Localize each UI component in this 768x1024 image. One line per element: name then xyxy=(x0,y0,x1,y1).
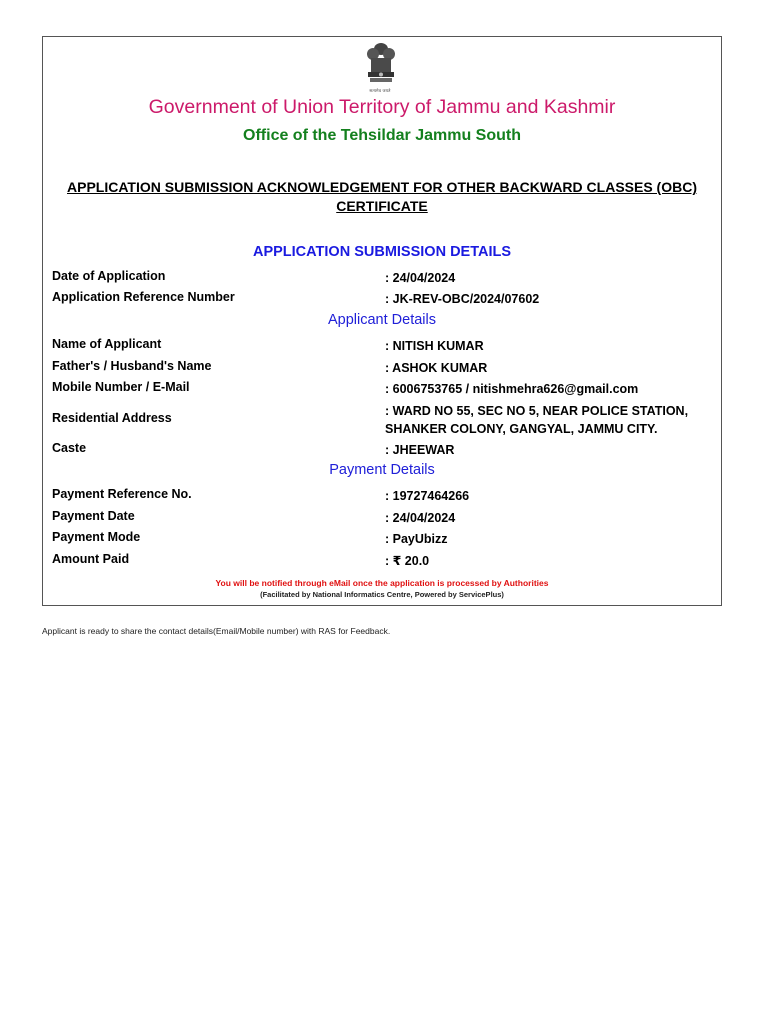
detail-value: : JHEEWAR xyxy=(385,443,455,457)
detail-value: : ₹ 20.0 xyxy=(385,554,430,568)
detail-label: Amount Paid xyxy=(52,552,130,566)
email-notice: You will be notified through eMail once the application is processed by Authorities xyxy=(215,578,549,588)
emblem-caption: सत्यमेव जयते xyxy=(369,88,391,93)
detail-value: : 24/04/2024 xyxy=(385,271,456,285)
detail-value: : 19727464266 xyxy=(385,489,470,503)
detail-label: Mobile Number / E-Mail xyxy=(52,380,190,394)
detail-label: Payment Reference No. xyxy=(52,487,192,501)
detail-label: Payment Date xyxy=(52,509,135,523)
detail-value: : NITISH KUMAR xyxy=(385,339,484,353)
detail-label: Date of Application xyxy=(52,269,166,283)
detail-value: : ASHOK KUMAR xyxy=(385,361,488,375)
detail-row xyxy=(52,402,722,438)
detail-label: Father's / Husband's Name xyxy=(52,359,212,373)
detail-value: : 6006753765 / nitishmehra626@gmail.com xyxy=(385,382,639,396)
applicant-details-heading: Applicant Details xyxy=(328,312,436,328)
detail-label: Name of Applicant xyxy=(52,337,162,351)
facilitated-by-note: (Facilitated by National Informatics Centre, Powered by ServicePlus) xyxy=(260,590,504,599)
detail-value: : WARD NO 55, SEC NO 5, NEAR POLICE STATION, SHANKER COLONY, GANGYAL, JAMMU CITY. xyxy=(385,404,689,436)
feedback-consent-note: Applicant is ready to share the contact details(Email/Mobile number) with RAS for Feedback. xyxy=(42,626,391,636)
detail-value: : PayUbizz xyxy=(385,532,448,546)
detail-value: : 24/04/2024 xyxy=(385,511,456,525)
government-title: Government of Union Territory of Jammu and Kashmir xyxy=(148,96,616,118)
detail-label: Application Reference Number xyxy=(52,290,235,304)
detail-label: Residential Address xyxy=(52,411,172,425)
office-title: Office of the Tehsildar Jammu South xyxy=(243,127,521,144)
detail-label: Caste xyxy=(52,441,87,455)
acknowledgement-title: APPLICATION SUBMISSION ACKNOWLEDGEMENT FOR OTHER BACKWARD CLASSES (OBC) CERTIFICATE xyxy=(67,179,697,214)
payment-details-heading: Payment Details xyxy=(329,462,435,478)
submission-details-heading: APPLICATION SUBMISSION DETAILS xyxy=(252,244,512,260)
detail-label: Payment Mode xyxy=(52,530,141,544)
detail-value: : JK-REV-OBC/2024/07602 xyxy=(385,292,540,306)
